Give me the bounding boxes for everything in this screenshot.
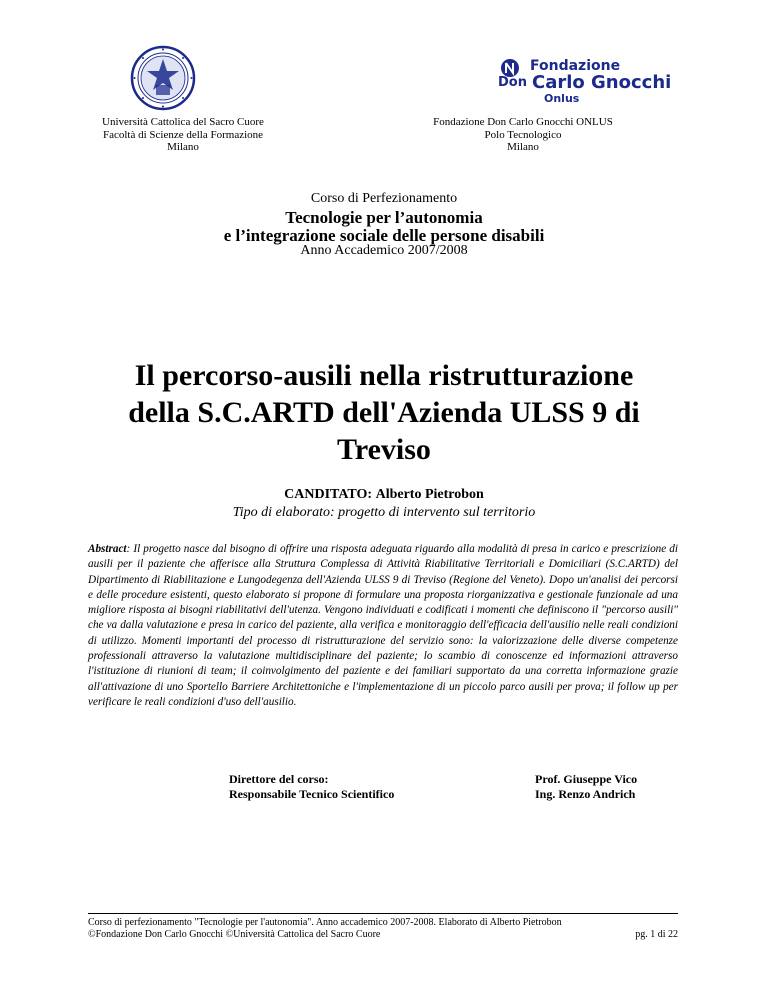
footer-divider (88, 913, 678, 914)
university-affiliation (78, 116, 288, 154)
abstract (88, 542, 678, 710)
university-seal-logo (130, 45, 196, 111)
director-labels (229, 772, 394, 802)
candidate-line (0, 487, 768, 503)
affiliation-line: Polo Tecnologico (484, 128, 562, 141)
logo-text-onlus: Onlus (544, 92, 580, 105)
candidate-name: Alberto Pietrobon (375, 487, 484, 502)
page-number: pg. 1 di 22 (635, 929, 678, 940)
title-line: Treviso (337, 433, 431, 466)
document-type: Tipo di elaborato: progetto di intervento sul territorio (232, 505, 536, 520)
academic-year: Anno Accademico 2007/2008 (300, 243, 468, 258)
logo-text-carlo-gnocchi: Carlo Gnocchi (532, 72, 672, 93)
abstract-text: : Il progetto nasce dal bisogno di offrire una risposta adeguata riguardo alla modalità di presa in carico e prescrizione di ausili per il paziente che afferisce alla Struttura Complessa di Attività Riabilitative Territoriali e Domiciliari (S.C.ARTD) del Dipartimento di Riabilitazione e Lungodegenza dell'Azienda ULSS 9 di Treviso (Regione del Veneto). Dopo un'analisi dei percorsi e delle procedure esistenti, questo elaborato si propone di formulare una proposta riorganizzativa e gestionale funzionale ad una migliore risposta ai bisogni riabilitativi dell'utenza. Vengono individuati e codificati i momenti che definiscono il "percorso ausili" che va dalla valutazione e presa in carico del paziente, alla verifica e monitoraggio dell'efficacia dell'ausilio nelle reali condizioni di utilizzo. Momenti importanti del processo di ristrutturazione del servizio sono: la valorizzazione delle diverse competenze professionali attraverso la valutazione multidisciplinare del paziente; lo scambio di conoscenze ed informazioni attraverso l'istituzione di riunioni di team; il coinvolgimento del paziente e dei familiari supportato da una corretta informazione grazie all'attivazione di uno Sportello Barriere Architettoniche e l'implementazione di un piccolo parco ausili per prova; il follow up per verificare le reali condizioni d'uso dell'ausilio. (88, 543, 678, 708)
candidate-label: CANDITATO: (284, 487, 373, 502)
document-title (0, 357, 768, 468)
affiliation-line: Milano (167, 141, 199, 153)
footer-line-2: ©Fondazione Don Carlo Gnocchi ©Università Cattolica del Sacro Cuore (88, 929, 381, 940)
abstract-label: Abstract (88, 543, 127, 555)
logo-text-don: Don (498, 75, 527, 90)
course-title-line1: Tecnologie per l’autonomia (285, 208, 483, 227)
foundation-affiliation (398, 116, 648, 154)
affiliation-line: Fondazione Don Carlo Gnocchi ONLUS (433, 116, 613, 128)
title-line: della S.C.ARTD dell'Azienda ULSS 9 di (128, 396, 640, 429)
director-name: Prof. Giuseppe Vico (535, 772, 638, 786)
course-title-line2: e l’integrazione sociale delle persone disabili (223, 226, 545, 245)
logo-text-fondazione: Fondazione (530, 58, 621, 74)
affiliation-line: Milano (507, 141, 539, 153)
course-type: Corso di Perfezionamento (310, 191, 458, 206)
fondazione-logo (494, 58, 694, 106)
affiliation-line: Università Cattolica del Sacro Cuore (102, 116, 264, 128)
scientific-manager-label: Responsabile Tecnico Scientifico (229, 787, 395, 801)
scientific-manager-name: Ing. Renzo Andrich (535, 787, 636, 801)
director-label: Direttore del corso: (229, 772, 329, 786)
footer-line-1: Corso di perfezionamento "Tecnologie per l'autonomia". Anno accademico 2007-2008. Elaborato di Alberto Pietrobon (88, 917, 562, 928)
title-line: Il percorso-ausili nella ristrutturazione (134, 359, 634, 392)
page-footer (88, 917, 678, 941)
affiliation-line: Facoltà di Scienze della Formazione (102, 128, 264, 141)
director-names (535, 772, 637, 802)
